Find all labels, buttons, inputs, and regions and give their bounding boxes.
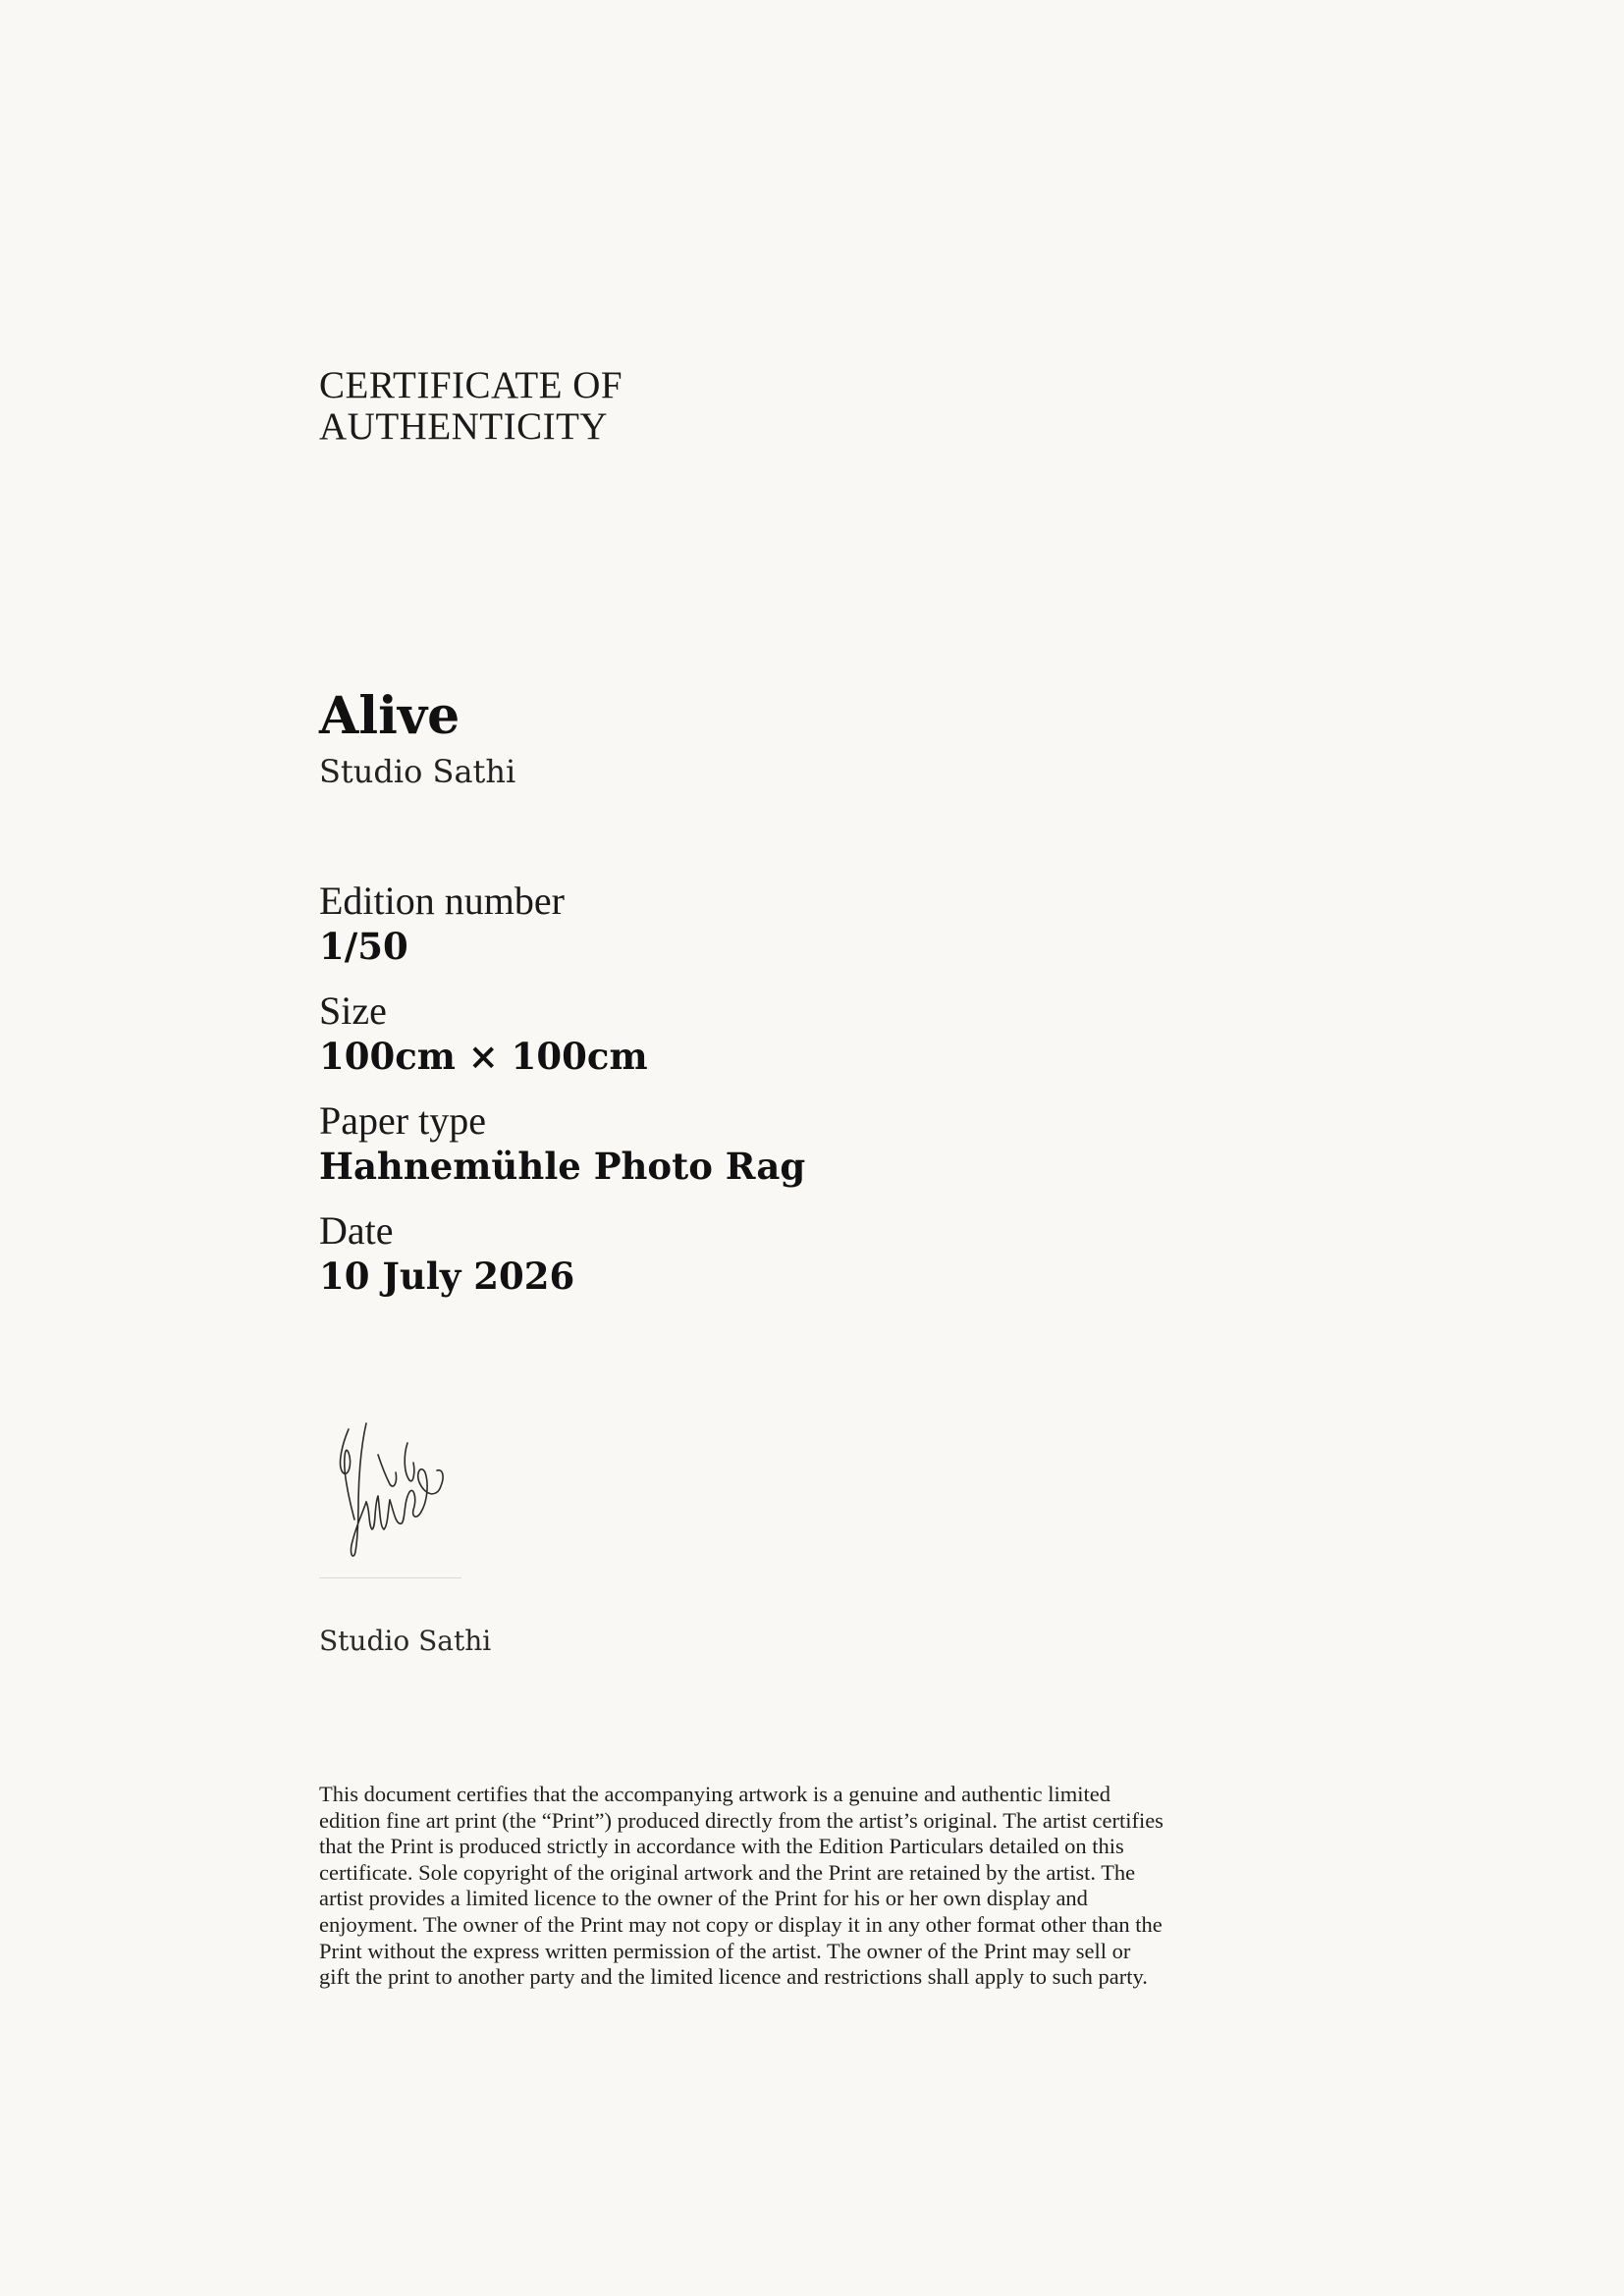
legal-statement bbox=[319, 1782, 1301, 1991]
legal-line: Print without the express written permission of the artist. The owner of the Print may sell or bbox=[319, 1938, 1131, 1963]
artwork-artist: Studio Sathi bbox=[319, 753, 516, 790]
detail-label: Size bbox=[319, 988, 387, 1033]
detail-value: 1/50 bbox=[319, 925, 408, 968]
detail-paper-type bbox=[319, 1098, 805, 1189]
heading-line-1: CERTIFICATE OF bbox=[319, 364, 623, 406]
legal-line: that the Print is produced strictly in accordance with the Edition Particulars detailed on this bbox=[319, 1834, 1124, 1859]
signature-divider bbox=[319, 1577, 461, 1578]
detail-label: Paper type bbox=[319, 1098, 486, 1143]
artwork-block bbox=[319, 681, 515, 791]
detail-value: Hahnemühle Photo Rag bbox=[319, 1145, 806, 1188]
detail-label: Date bbox=[319, 1208, 394, 1253]
certificate-heading bbox=[319, 365, 712, 448]
edition-details bbox=[319, 879, 805, 1318]
legal-line: enjoyment. The owner of the Print may not copy or display it in any other format other than the bbox=[319, 1911, 1163, 1937]
signature-image bbox=[319, 1404, 461, 1578]
detail-label: Edition number bbox=[319, 879, 565, 923]
detail-size bbox=[319, 988, 805, 1079]
signatory-name: Studio Sathi bbox=[319, 1625, 492, 1657]
legal-line: certificate. Sole copyright of the original artwork and the Print are retained by the artist. The bbox=[319, 1859, 1136, 1885]
legal-line: gift the print to another party and the limited licence and restrictions shall apply to such party. bbox=[319, 1964, 1148, 1990]
detail-value: 10 July 2026 bbox=[319, 1255, 575, 1298]
certificate-page bbox=[319, 0, 1301, 2296]
artwork-title: Alive bbox=[319, 686, 460, 746]
legal-line: artist provides a limited licence to the owner of the Print for his or her own display and bbox=[319, 1886, 1088, 1911]
detail-edition-number bbox=[319, 879, 805, 969]
legal-line: edition fine art print (the “Print”) produced directly from the artist’s original. The artist certifies bbox=[319, 1807, 1164, 1833]
legal-line: This document certifies that the accompanying artwork is a genuine and authentic limited bbox=[319, 1782, 1110, 1806]
detail-date bbox=[319, 1208, 805, 1299]
detail-value: 100cm × 100cm bbox=[319, 1035, 648, 1078]
heading-line-2: AUTHENTICITY bbox=[319, 405, 609, 448]
